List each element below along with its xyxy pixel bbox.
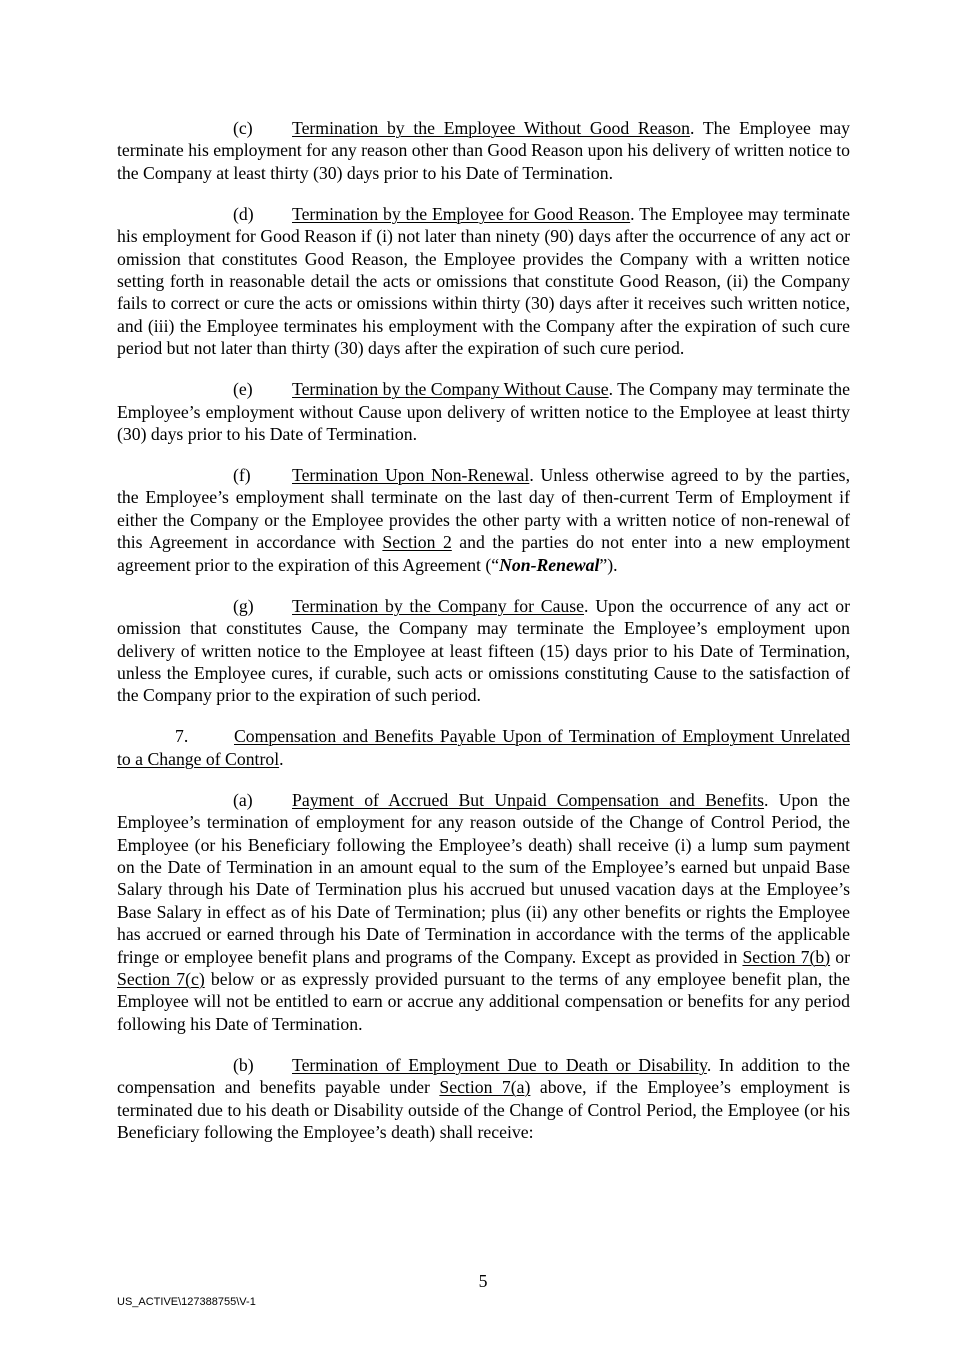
defined-term: Non-Renewal xyxy=(499,554,600,575)
paragraph-label: (d) xyxy=(233,203,254,224)
paragraph-text: and the parties do not enter into a new employment agreement prior to the expiration of this Agreement (“ xyxy=(117,532,850,575)
paragraph-7a xyxy=(117,789,850,1035)
section-number: 7. xyxy=(175,726,189,747)
paragraph-f xyxy=(117,464,850,576)
paragraph-text: . Upon the Employee’s termination of employment for any reason outside of the Change of Control Period, the Employee (or his Beneficiary following the Employee’s death) shall receive (i) a lump sum payment on the Date of Termination in an amount equal to the sum of the Employee’s earned but unpaid Base Salary through his Date of Termination plus his accrued but unused vacation days at the Employee’s Base Salary in effect as of his Date of Termination; plus (ii) any other benefits or rights the Employee has accrued or earned through his Date of Termination in accordance with the terms of the applicable fringe or employee benefit plans and programs of the Company. Except as provided in xyxy=(117,789,850,967)
section-reference: Section 7(b) xyxy=(742,946,831,967)
paragraph-text: below or as expressly provided pursuant to the terms of any employee benefit plan, the Employee will not be entitled to earn or accrue any additional compensation or benefits for any period following his Date of Termination. xyxy=(117,968,851,1034)
paragraph-label: (g) xyxy=(233,595,254,616)
section-7-heading xyxy=(117,725,850,770)
paragraph-text: . In addition to the compensation and benefits payable under xyxy=(117,1054,850,1098)
paragraph-text: . The Employee may terminate his employment for Good Reason if (i) not later than ninety (90) days after the occurrence of any act or omission that constitutes Good Reason, the Employee provides the Company with a written notice setting forth in reasonable detail the acts or omissions that constitute Good Reason, (ii) the Company fails to correct or cure the acts or omissions within thirty (30) days after it receives such written notice, and (iii) the Employee terminates his employment with the Company after the expiration of such cure period but not later than thirty (30) days after the expiration of such cure period. xyxy=(117,203,850,359)
paragraph-text: . xyxy=(279,748,284,769)
paragraph-heading: Termination by the Company for Cause xyxy=(292,595,585,616)
paragraph-heading: Termination of Employment Due to Death or Disability xyxy=(292,1054,707,1075)
paragraph-c xyxy=(117,117,850,184)
paragraph-heading: Payment of Accrued But Unpaid Compensation and Benefits xyxy=(292,789,765,810)
page-number: 5 xyxy=(478,1271,488,1291)
paragraph-text: . The Company may terminate the Employee’s employment without Cause upon delivery of written notice to the Employee at least thirty (30) days prior to his Date of Termination. xyxy=(117,379,851,445)
paragraph-label: (c) xyxy=(233,118,253,138)
paragraph-e xyxy=(117,378,850,445)
document-body xyxy=(117,117,850,1162)
paragraph-7b xyxy=(117,1054,850,1144)
paragraph-heading: Termination Upon Non-Renewal xyxy=(292,465,530,486)
section-reference: Section 7(a) xyxy=(439,1077,531,1098)
paragraph-text: above, if the Employee’s employment is terminated due to his death or Disability outside of the Change of Control Period, the Employee (or his Beneficiary following the Employee’s death) shall receive: xyxy=(117,1077,850,1142)
paragraph-label: (a) xyxy=(233,789,253,810)
section-reference: Section 7(c) xyxy=(117,968,205,989)
paragraph-label: (f) xyxy=(233,465,251,486)
paragraph-g xyxy=(117,595,850,707)
paragraph-heading: Termination by the Company Without Cause xyxy=(292,379,609,400)
paragraph-text: ”). xyxy=(599,554,618,575)
paragraph-text: . Upon the occurrence of any act or omission that constitutes Cause, the Company may terminate the Employee’s employment upon delivery of written notice to the Employee at least fifteen (15) days prior to his Date of Termination, unless the Employee cures, if curable, such acts or omissions constituting Cause to the satisfaction of the Company prior to the expiration of such period. xyxy=(117,595,850,706)
paragraph-label: (e) xyxy=(233,379,253,400)
section-reference: Section 2 xyxy=(382,532,452,553)
paragraph-text: . Unless otherwise agreed to by the parties, the Employee’s employment shall terminate on the last day of then-current Term of Employment if either the Company or the Employee provides the other party with a written notice of non-renewal of this Agreement in accordance with xyxy=(117,465,850,553)
paragraph-heading: Termination by the Employee Without Good Reason xyxy=(292,118,690,138)
paragraph-label: (b) xyxy=(233,1054,254,1075)
paragraph-text: . The Employee may terminate his employment for any reason other than Good Reason upon his delivery of written notice to the Company at least thirty (30) days prior to his Date of Termination. xyxy=(117,118,851,183)
paragraph-d xyxy=(117,203,850,360)
paragraph-text: or xyxy=(830,946,850,967)
document-id: US_ACTIVE\127388755\V-1 xyxy=(117,1296,256,1308)
paragraph-heading: Termination by the Employee for Good Reason xyxy=(292,203,631,224)
section-title: Compensation and Benefits Payable Upon of Termination of Employment Unrelated to a Change of Control xyxy=(117,726,850,769)
